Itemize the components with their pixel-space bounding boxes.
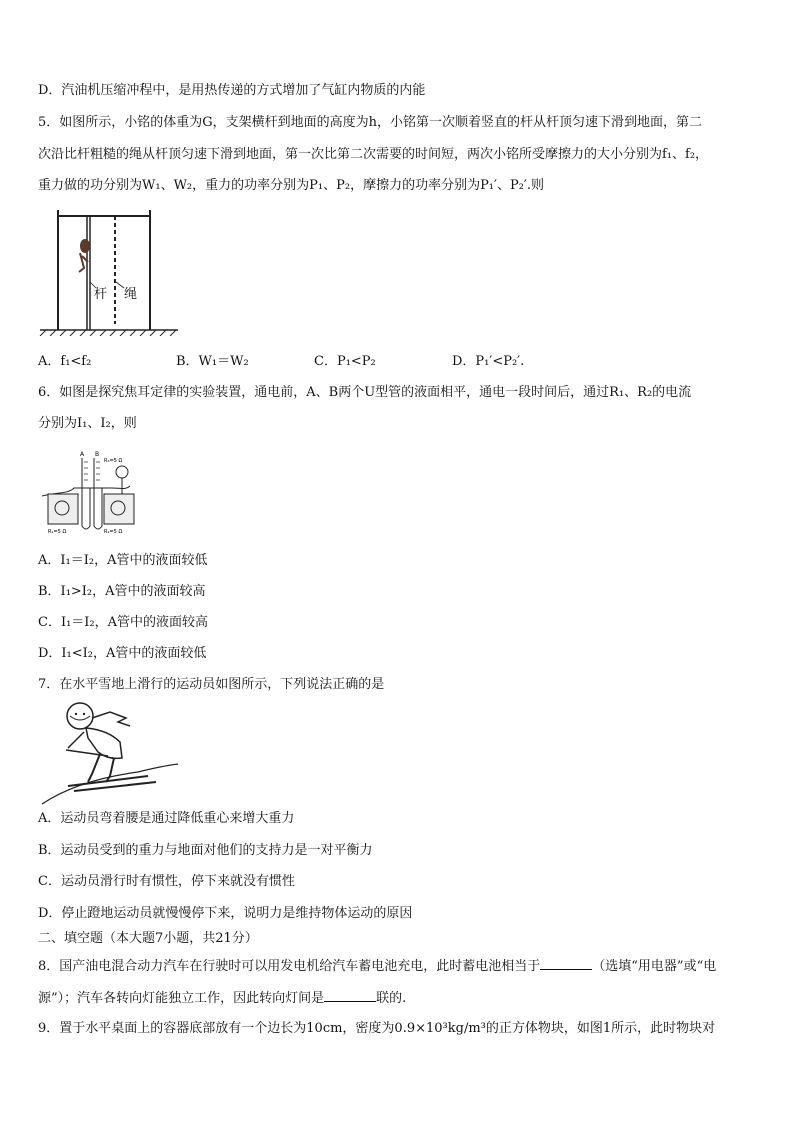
r2-label: R₂=5 Ω [104, 529, 123, 535]
q8-line1 [38, 957, 716, 976]
q7-stem: 7．在水平雪地上滑行的运动员如图所示，下列说法正确的是 [38, 677, 385, 692]
q6-stem-line1: 6．如图是探究焦耳定律的实验装置，通电前，A、B两个U型管的液面相平，通电一段时间后，通过R₁、R₂的电流 [38, 385, 692, 400]
q7-option-c: C．运动员滑行时有惯性，停下来就没有惯性 [38, 874, 295, 889]
q6-joule-law-apparatus [38, 448, 143, 538]
q7-option-d: D．停止蹬地运动员就慢慢停下来，说明力是维持物体运动的原因 [38, 906, 413, 921]
q8-text-part4: 联的. [376, 991, 407, 1006]
q6-option-b: B．I₁>I₂，A管中的液面较高 [38, 584, 206, 599]
q8-text-part3: 源”）；汽车各转向灯能独立工作，因此转向灯间是 [38, 991, 325, 1006]
q6-option-a: A．I₁＝I₂，A管中的液面较低 [38, 553, 208, 568]
r1-label: R₁=5 Ω [48, 529, 67, 535]
q8-text-part1: 8．国产油电混合动力汽车在行驶时可以用发电机给汽车蓄电池充电，此时蓄电池相当于 [38, 959, 541, 974]
q6-option-c: C．I₁＝I₂，A管中的液面较高 [38, 615, 209, 630]
q6-option-d: D．I₁<I₂，A管中的液面较低 [38, 646, 207, 661]
q9-stem-line1: 9．置于水平桌面上的容器底部放有一个边长为10cm，密度为0.9×10³kg/m³的正方体物块，如图1所示，此时物块对 [38, 1021, 716, 1036]
pole-label: 杆 [94, 287, 108, 302]
q8-line2 [38, 989, 406, 1008]
q5-option-a: A．f₁<f₂ [38, 354, 92, 369]
q5-stem-line1: 5．如图所示，小铭的体重为G，支架横杆到地面的高度为h，小铭第一次顺着竖直的杆从杆顶匀速下滑到地面，第二 [38, 115, 703, 130]
q5-pole-rope-figure [38, 206, 183, 336]
q5-stem-line2: 次沿比杆粗糙的绳从杆顶匀速下滑到地面，第一次比第二次需要的时间短，两次小铭所受摩擦力的大小分别为f₁、f₂， [38, 147, 709, 162]
q5-option-c: C．P₁<P₂ [314, 354, 376, 369]
q5-option-b: B．W₁＝W₂ [176, 354, 249, 369]
q7-option-b: B．运动员受到的重力与地面对他们的支持力是一对平衡力 [38, 843, 373, 858]
r3-label: R₃=5 Ω [104, 458, 123, 464]
q5-stem-line3: 重力做的功分别为W₁、W₂，重力的功率分别为P₁、P₂，摩擦力的功率分别为P₁′、P₂′.则 [38, 178, 545, 193]
q7-option-a: A．运动员弯着腰是通过降低重心来增大重力 [38, 811, 295, 826]
q8-text-part2: （选填“用电器”或“电 [592, 959, 717, 974]
q8-blank-1[interactable] [540, 957, 592, 970]
q8-blank-2[interactable] [324, 989, 376, 1002]
q7-skier-figure [38, 696, 183, 806]
tube-b-label: B [95, 451, 100, 458]
section-title-fill-in: 二、填空题（本大题7小题，共21分） [38, 931, 258, 946]
rope-label: 绳 [124, 287, 138, 302]
q6-stem-line2: 分别为I₁、I₂，则 [38, 416, 137, 431]
q5-option-d: D．P₁′<P₂′. [452, 354, 525, 369]
tube-a-label: A [80, 451, 85, 458]
q4-option-d: D．汽油机压缩冲程中，是用热传递的方式增加了气缸内物质的内能 [38, 83, 426, 98]
